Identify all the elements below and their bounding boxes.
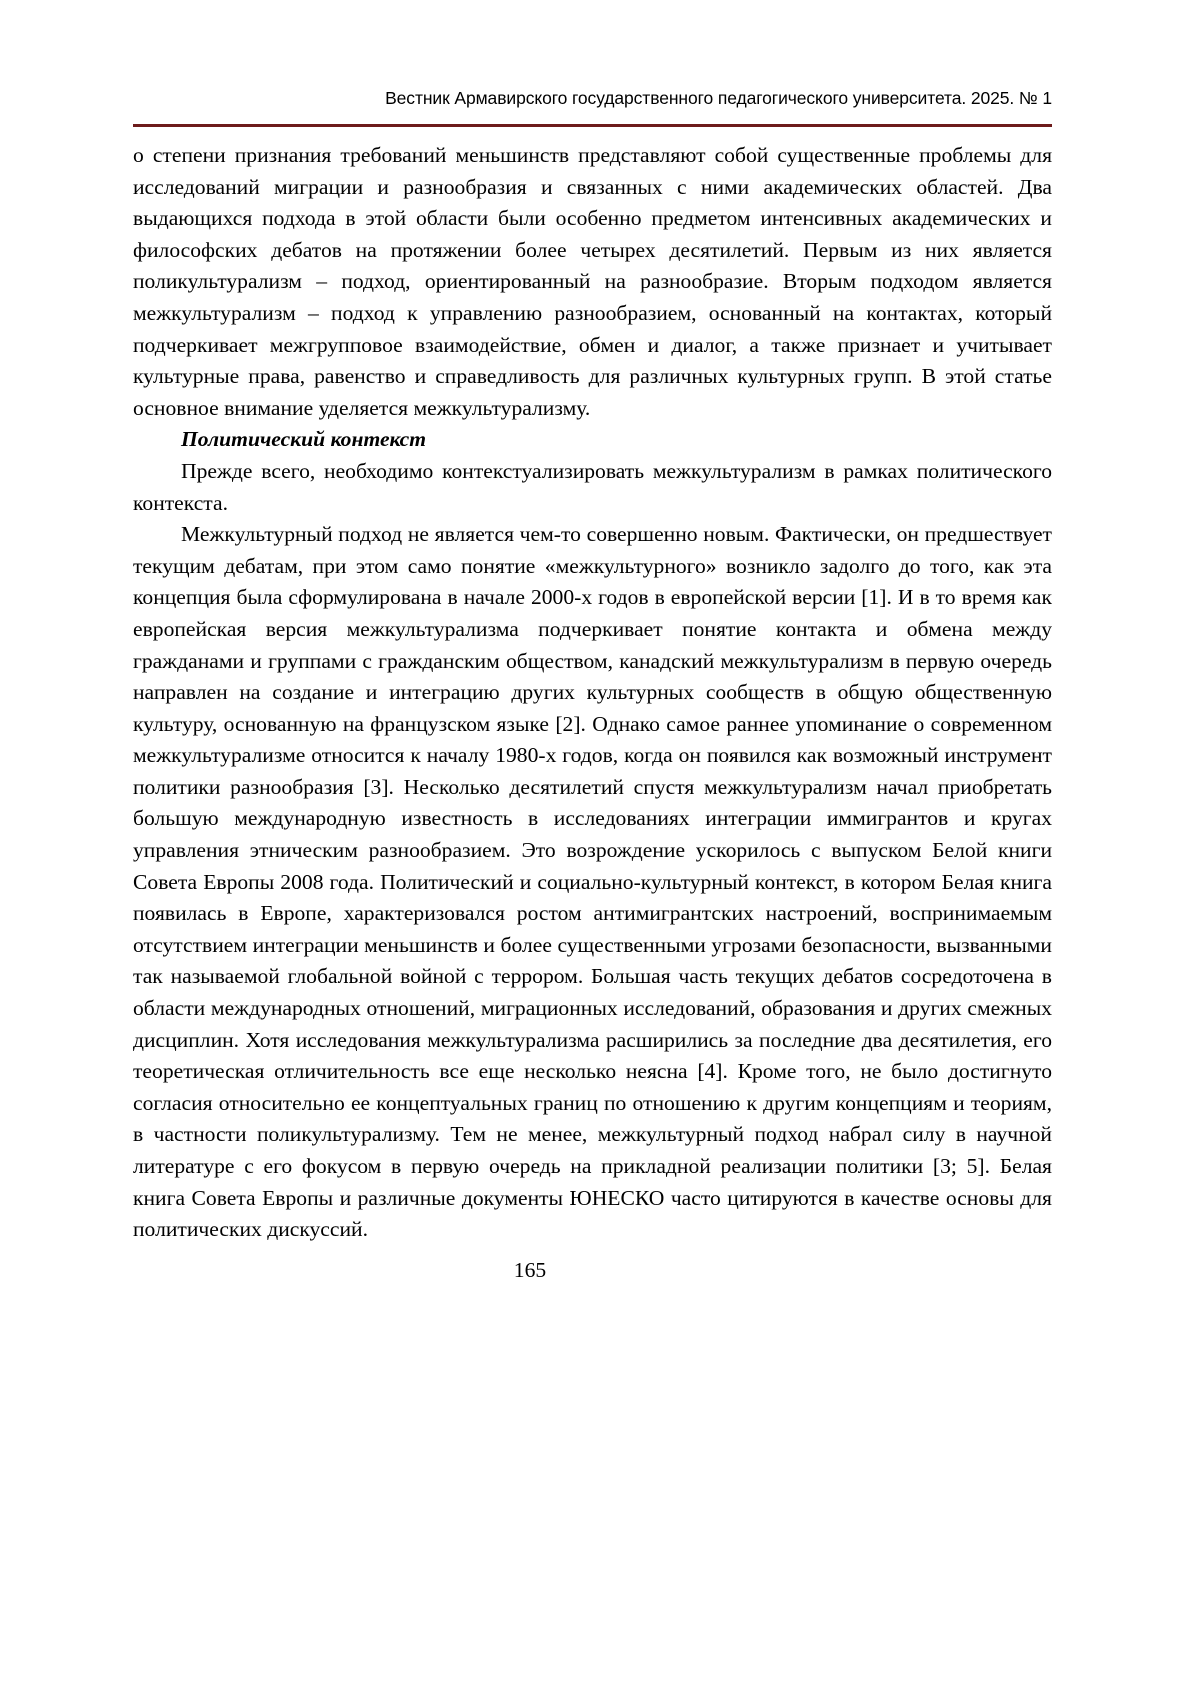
header-rule [133, 124, 1052, 127]
paragraph-political-context-intro: Прежде всего, необходимо контекстуализировать межкультурализм в рамках политического контекста. [133, 458, 1052, 515]
running-head: Вестник Армавирского государственного педагогического университета. 2025. № 1 [385, 88, 1052, 108]
page-number: 165 [513, 1258, 547, 1282]
section-subheading: Политический контекст [181, 427, 427, 452]
paragraph-intercultural-history: Межкультурный подход не является чем-то совершенно новым. Фактически, он предшествует текущим дебатам, при этом само понятие «межкультурного» возникло задолго до того, как эта концепция была сформулирована в начале 2000-х годов в европейской версии [1]. И в то время как европейская версия межкультурализма подчеркивает понятие контакта и обмена между гражданами и группами с гражданским обществом, канадский межкультурализм в первую очередь направлен на создание и интеграцию других культурных сообществ в общую общественную культуру, основанную на французском языке [2]. Однако самое раннее упоминание о современном межкультурализме относится к началу 1980-х годов, когда он появился как возможный инструмент политики разнообразия [3]. Несколько десятилетий спустя межкультурализм начал приобретать большую международную известность в исследованиях интеграции иммигрантов и кругах управления этническим разнообразием. Это возрождение ускорилось с выпуском Белой книги Совета Европы 2008 года. Политический и социально-культурный контекст, в котором Белая книга появилась в Европе, характеризовался ростом антимигрантских настроений, воспринимаемым отсутствием интеграции меньшинств и более существенными угрозами безопасности, вызванными так называемой глобальной войной с террором. Большая часть текущих дебатов сосредоточена в области международных отношений, миграционных исследований, образования и других смежных дисциплин. Хотя исследования межкультурализма расширились за последние два десятилетия, его теоретическая отличительность все еще несколько неясна [4]. Кроме того, не было достигнуто согласия относительно ее концептуальных границ по отношению к другим концепциям и теориям, в частности поликультурализму. Тем не менее, межкультурный подход набрал силу в научной литературе с его фокусом в первую очередь на прикладной реализации политики [3; 5]. Белая книга Совета Европы и различные документы ЮНЕСКО часто цитируются в качестве основы для политических дискуссий. [133, 522, 1052, 1242]
article-body [133, 140, 1052, 1246]
paragraph-continued: о степени признания требований меньшинств представляют собой существенные проблемы для исследований миграции и разнообразия и связанных с ними академических областей. Два выдающихся подхода в этой области были особенно предметом интенсивных академических и философских дебатов на протяжении более четырех десятилетий. Первым из них является поликультурализм – подход, ориентированный на разнообразие. Вторым подходом является межкультурализм – подход к управлению разнообразием, основанный на контактах, который подчеркивает межгрупповое взаимодействие, обмен и диалог, а также признает и учитывает культурные права, равенство и справедливость для различных культурных групп. В этой статье основное внимание уделяется межкультурализму. [133, 143, 1052, 420]
